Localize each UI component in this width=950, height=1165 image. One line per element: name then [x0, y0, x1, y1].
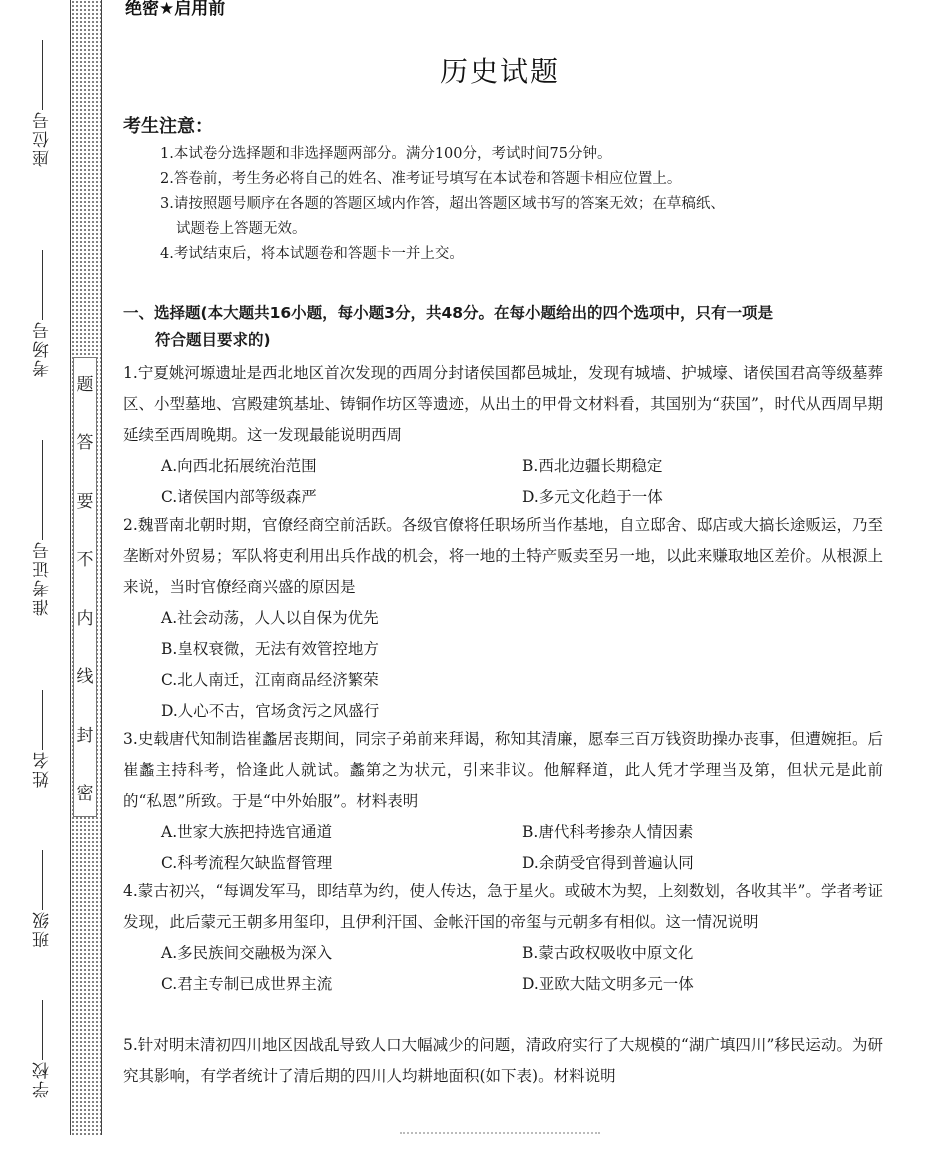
question-stem: 2.魏晋南北朝时期，官僚经商空前活跃。各级官僚将任职场所当作基地，自立邸舍、邸店或大搞长途贩运，乃至垄断对外贸易；军队将吏利用出兵作战的机会，将一地的土特产贩卖至另一地，以此来赚取地区差价。从根源上来说，当时官僚经商兴盛的原因是 [123, 516, 883, 596]
option-b[interactable]: B.唐代科考掺杂人情因素 [522, 823, 694, 841]
notice-item-continuation: 试题卷上答题无效。 [176, 221, 307, 237]
question-stem: 3.史载唐代知制诰崔蠡居丧期间，同宗子弟前来拜谒，称知其清廉，愿奉三百万钱资助操办丧事，但遭婉拒。后崔蠡主持科考，恰逢此人就试。蠡第之为状元，引来非议。他解释道，此人凭才学理当及第，但状元是此前的“私恩”所致。于是“中外始服”。材料表明 [123, 730, 883, 810]
notice-list [160, 142, 880, 267]
name-field[interactable] [18, 690, 66, 810]
binding-char: 封 [76, 725, 94, 746]
underline [42, 1000, 43, 1060]
option-a[interactable]: A.向西北拓展统治范围 [161, 457, 317, 475]
question-3 [123, 724, 883, 879]
binding-char: 答 [76, 433, 94, 454]
seat-number-label: 座位号 [32, 110, 53, 167]
notice-item: 1.本试卷分选择题和非选择题两部分。满分100分，考试时间75分钟。 [160, 146, 612, 162]
notice-item: 3.请按照题号顺序在各题的答题区域内作答，超出答题区域书写的答案无效；在草稿纸、 [160, 196, 725, 212]
binding-char: 题 [76, 375, 94, 395]
binding-char: 密 [76, 783, 94, 804]
option-a[interactable]: A.多民族间交融极为深入 [161, 944, 333, 962]
admission-number-label: 准考证号 [32, 540, 53, 616]
binding-warning [73, 357, 97, 817]
question-5 [123, 1030, 883, 1092]
question-4 [123, 876, 883, 1000]
underline [42, 850, 43, 910]
option-a[interactable]: A.世家大族把持选官通道 [161, 823, 333, 841]
school-label: 学校 [32, 1060, 53, 1098]
underline [42, 250, 43, 320]
question-stem: 4.蒙古初兴，“每调发军马，即结草为约，使人传达，急于星火。或破木为契，上刻数划，各收其半”。学者考证发现，此后蒙元王朝多用玺印，且伊利汗国、金帐汗国的帝玺与元朝多有相似。这一情况说明 [123, 882, 883, 931]
name-label: 姓名 [32, 750, 53, 788]
binding-char: 要 [76, 491, 94, 512]
option-c[interactable]: C.君主专制已成世界主流 [161, 975, 333, 993]
question-2 [123, 510, 883, 727]
option-b[interactable]: B.皇权衰微，无法有效管控地方 [161, 640, 379, 658]
page-title: 历史试题 [439, 55, 560, 88]
binding-char: 不 [76, 550, 94, 571]
class-field[interactable] [18, 850, 66, 960]
exam-room-field[interactable] [18, 250, 66, 400]
page-bottom-rule [400, 1132, 600, 1138]
class-label: 班级 [32, 910, 53, 948]
option-d[interactable]: D.多元文化趋于一体 [522, 488, 663, 506]
exam-room-label: 考场号 [32, 320, 53, 377]
section-heading-line: 一、选择题(本大题共16小题，每小题3分，共48分。在每小题给出的四个选项中，只有一项是 [123, 304, 774, 322]
option-c[interactable]: C.诸侯国内部等级森严 [161, 488, 317, 506]
section-heading [123, 300, 883, 354]
option-d[interactable]: D.余荫受官得到普遍认同 [522, 854, 694, 872]
binding-char: 内 [76, 608, 94, 629]
option-b[interactable]: B.西北边疆长期稳定 [522, 457, 663, 475]
notice-heading: 考生注意： [123, 116, 213, 137]
admission-number-field[interactable] [18, 440, 66, 670]
underline [42, 440, 43, 540]
question-stem: 5.针对明末清初四川地区因战乱导致人口大幅减少的问题，清政府实行了大规模的“湖广填四川”移民运动。为研究其影响，有学者统计了清后期的四川人均耕地面积(如下表)。材料说明 [123, 1036, 883, 1085]
notice-item: 2.答卷前，考生务必将自己的姓名、准考证号填写在本试卷和答题卡相应位置上。 [160, 171, 682, 187]
option-c[interactable]: C.科考流程欠缺监督管理 [161, 854, 333, 872]
binding-char: 线 [76, 667, 94, 688]
notice-item: 4.考试结束后，将本试题卷和答题卡一并上交。 [160, 246, 464, 262]
question-stem: 1.宁夏姚河塬遗址是西北地区首次发现的西周分封诸侯国都邑城址，发现有城墙、护城壕、诸侯国君高等级墓葬区、小型墓地、宫殿建筑基址、铸铜作坊区等遗迹，从出土的甲骨文材料看，其国别为“获国”，时代从西周早期延续至西周晚期。这一发现最能说明西周 [123, 364, 883, 444]
section-heading-line: 符合题目要求的) [155, 331, 271, 349]
option-d[interactable]: D.亚欧大陆文明多元一体 [522, 975, 694, 993]
underline [42, 690, 43, 750]
option-b[interactable]: B.蒙古政权吸收中原文化 [522, 944, 694, 962]
option-a[interactable]: A.社会动荡，人人以自保为优先 [161, 609, 379, 627]
option-c[interactable]: C.北人南迁，江南商品经济繁荣 [161, 671, 379, 689]
option-d[interactable]: D.人心不古，官场贪污之风盛行 [161, 702, 380, 720]
confidential-mark: 绝密★启用前 [125, 0, 226, 19]
question-1 [123, 358, 883, 513]
school-field[interactable] [18, 1000, 66, 1140]
